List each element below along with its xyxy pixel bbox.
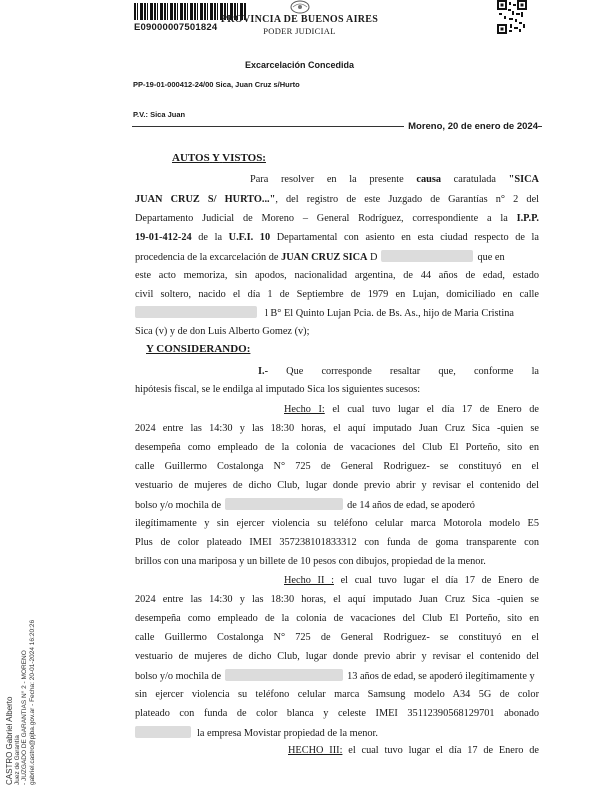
body-line: calle Guillermo Costalonga N° 725 de General Rodriguez- se constituyó en el	[135, 632, 539, 643]
body-line: bolso y/o mochila de 13 años de edad, se apoderó ilegítimamente y	[135, 671, 535, 682]
judiciary-name: PODER JUDICIAL	[263, 26, 336, 36]
redaction-blur	[225, 669, 343, 681]
body-line: HECHO III: el cual tuvo lugar el día 17 de Enero de	[288, 745, 539, 756]
body-line: desempeña como empleado de la colonia de vacaciones del Club El Porteño, sito en	[135, 613, 539, 624]
document-title: Excarcelación Concedida	[244, 60, 355, 70]
body-line: Departamento Judicial de Moreno – General Rodríguez, correspondiente a la I.P.P.	[135, 213, 539, 224]
body-line: JUAN CRUZ S/ HURTO...", del registro de este Juzgado de Garantías n° 2 del	[135, 194, 540, 205]
body-line: Hecho II : el cual tuvo lugar el día 17 de Enero de	[284, 575, 539, 586]
redaction-blur	[225, 498, 343, 510]
body-line: 2024 entre las 14:30 y las 18:30 horas, el aquí imputado Juan Cruz Sica -quien se	[135, 594, 539, 605]
pv-label: P.V.: Sica Juan	[133, 110, 186, 119]
body-line: 2024 entre las 14:30 y las 18:30 horas, el aquí imputado Juan Cruz Sica -quien se	[135, 423, 539, 434]
body-line: vestuario de mujeres de dicho Club, lugar donde previo abrir y revisar el contenido del	[135, 480, 539, 491]
redaction-blur	[135, 726, 191, 738]
body-line: l B° El Quinto Lujan Pcia. de Bs. As., hijo de Maria Cristina	[135, 306, 539, 320]
body-line: vestuario de mujeres de dicho Club, lugar donde previo abrir y revisar el contenido del	[135, 651, 539, 662]
redaction-blur	[381, 250, 473, 262]
body-line: plateado con funda de color blanca y celeste IMEI 351123905681297​01 abonado	[135, 708, 539, 719]
body-line: I.- Que corresponde resaltar que, conforme la	[258, 366, 539, 377]
barcode-number: E09000007501824	[134, 22, 218, 33]
document-date: Moreno, 20 de enero de 2024	[404, 121, 538, 132]
body-line: ilegítimamente y sin ejercer violencia su teléfono celular marca Motorola modelo E5	[135, 518, 539, 529]
body-line: la empresa Movistar propiedad de la menor.	[135, 726, 539, 740]
body-line: brillos con una mariposa y un billete de 10 pesos con dibujos, propiedad de la menor.	[135, 556, 486, 567]
signature-stamp: CASTRO Gabriel Alberto Juez de Garantía - JUZGADO DE GARANTIAS N° 2 - MORENO gabriel.castro@pjba.gov.ar - Fecha: 20-01-2024 16:20:26	[5, 619, 36, 785]
body-line: 19-01-412-24 de la U.F.I. 10 Departamental con asiento en esta ciudad respecto de la	[135, 232, 539, 243]
heading-autos-y-vistos: AUTOS Y VISTOS:	[172, 152, 266, 164]
body-line: desempeña como empleado de la colonia de vacaciones del Club El Porteño, sito en	[135, 442, 539, 453]
coat-of-arms-icon	[287, 0, 313, 14]
case-reference: PP-19-01-000412-24/00 Sica, Juan Cruz s/Hurto	[133, 80, 300, 89]
body-line: Plus de color plateado IMEI 357238101833312 con funda de goma transparente con	[135, 537, 539, 548]
body-line: Hecho I: el cual tuvo lugar el día 17 de Enero de	[284, 404, 539, 415]
body-line: civil soltero, nacido el día 1 de Septiembre de 1979 en Lujan, domiciliado en calle	[135, 289, 539, 300]
heading-considerando: Y CONSIDERANDO:	[146, 343, 251, 355]
body-line: calle Guillermo Costalonga N° 725 de General Rodriguez- se constituyó en el	[135, 461, 539, 472]
province-name: PROVINCIA DE BUENOS AIRES	[220, 14, 379, 25]
qr-code-icon	[497, 0, 527, 34]
redaction-blur	[135, 306, 257, 318]
body-line: bolso y/o mochila de de 14 años de edad, se apoderó	[135, 500, 475, 511]
body-line: hipótesis fiscal, se le endilga al imputado Sica los siguientes sucesos:	[135, 384, 421, 395]
body-line: sin ejercer violencia su teléfono celular marca Samsung modelo A34 5G de color	[135, 689, 539, 700]
body-line: Para resolver en la presente causa caratulada "SICA	[250, 174, 539, 185]
body-line: Sica (v) y de don Luis Alberto Gomez (v);	[135, 326, 310, 337]
body-line: procedencia de la excarcelación de JUAN CRUZ SICA D que en	[135, 252, 505, 263]
body-line: este acto memoriza, sin apodos, nacionalidad argentina, de 44 años de edad, estado	[135, 270, 539, 281]
